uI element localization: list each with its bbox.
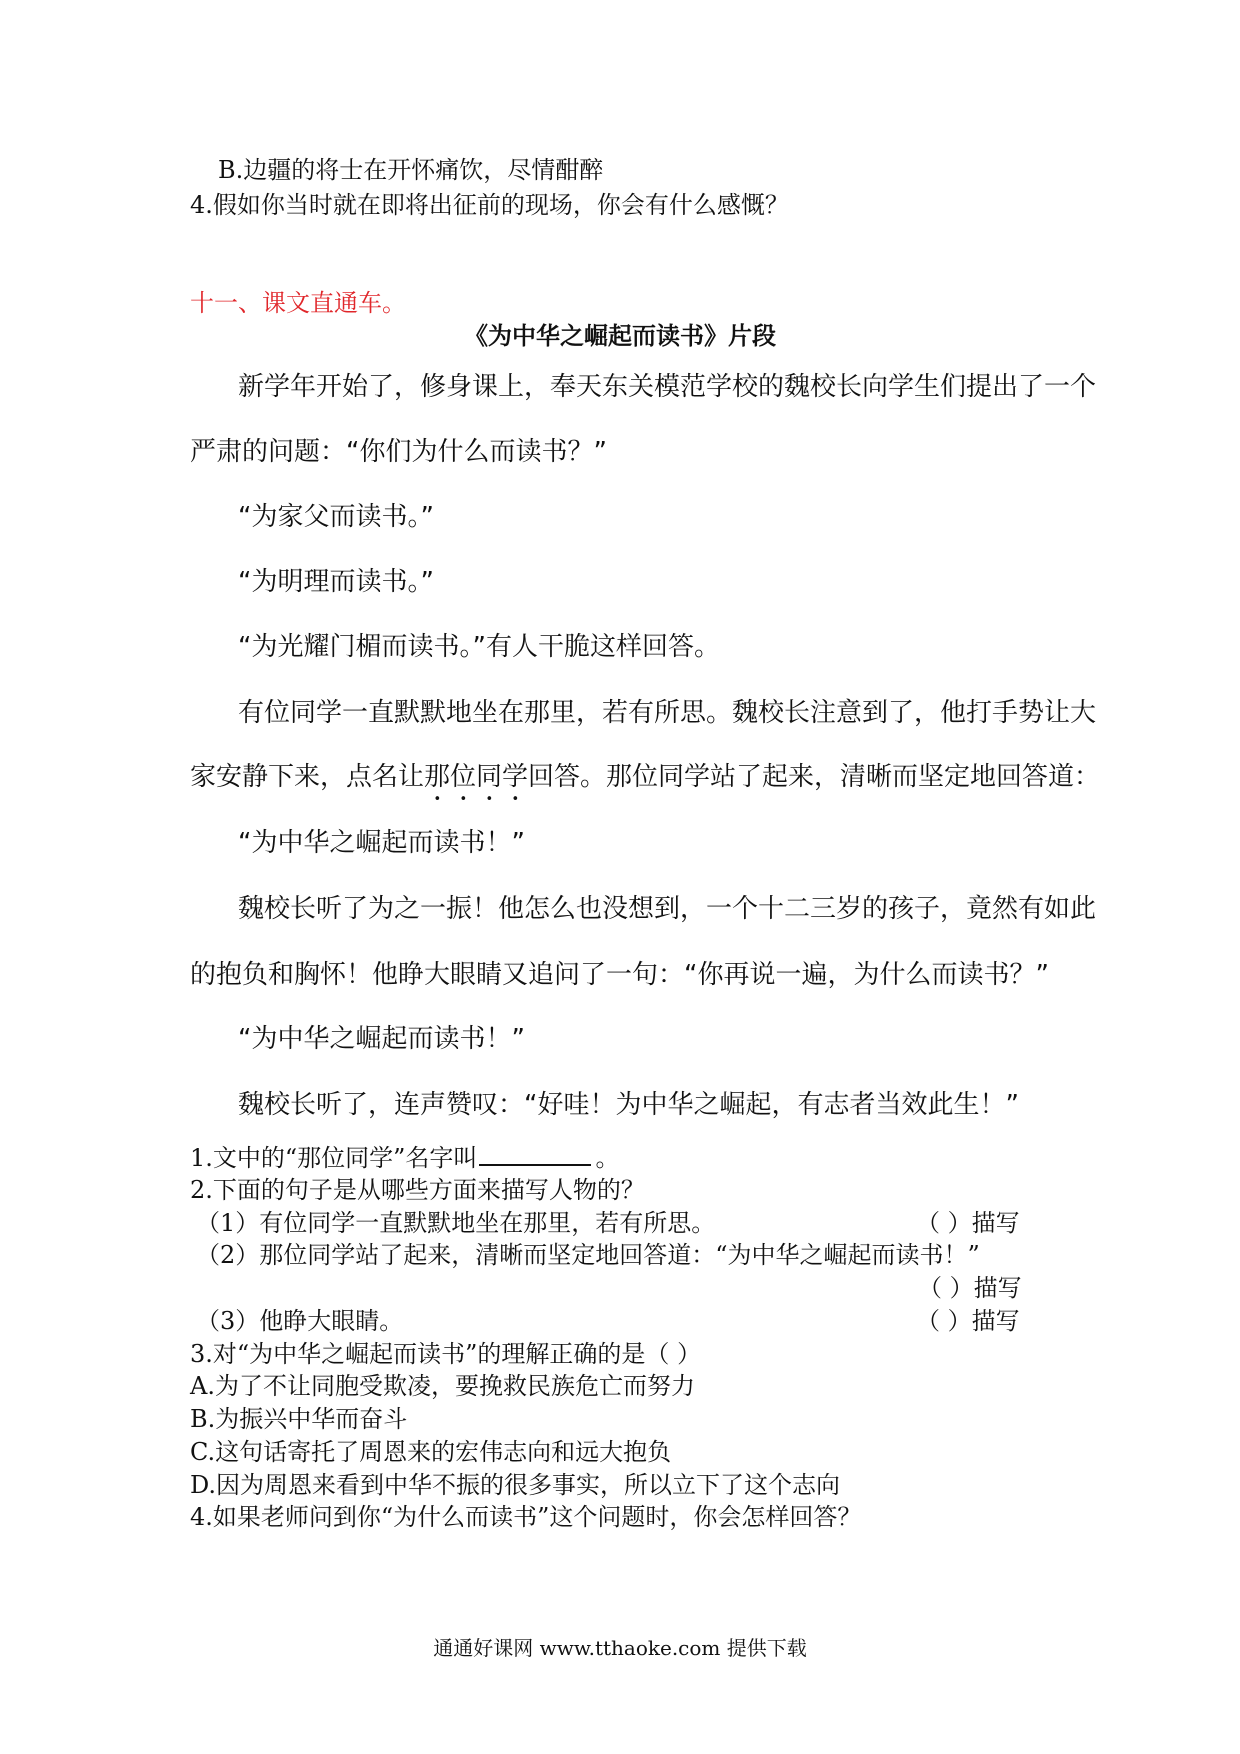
- paragraph-5-line-1: 有位同学一直默默地坐在那里，若有所思。魏校长注意到了，他打手势让大: [238, 698, 1097, 728]
- paragraph-2: “为家父而读书。”: [238, 502, 434, 532]
- paragraph-1-line-2: 严肃的问题：“你们为什么而读书？”: [190, 437, 607, 467]
- question-2-item-2: （2）那位同学站了起来，清晰而坚定地回答道：“为中华之崛起而读书！”: [196, 1241, 980, 1269]
- answer-bracket-1[interactable]: （ ）描写: [916, 1209, 1020, 1237]
- question-3-option-b: B.为振兴中华而奋斗: [190, 1405, 408, 1433]
- paragraph-5-line-2: 家安静下来，点名让那位同学回答。那位同学站了起来，清晰而坚定地回答道：: [190, 762, 1101, 792]
- paragraph-1-line-1: 新学年开始了，修身课上，奉天东关模范学校的魏校长向学生们提出了一个: [238, 372, 1097, 402]
- passage-title: 《为中华之崛起而读书》片段: [464, 321, 776, 350]
- question-1: 1.文中的“那位同学”名字叫 。: [190, 1144, 620, 1172]
- paragraph-4: “为光耀门楣而读书。”有人干脆这样回答。: [238, 632, 720, 662]
- answer-blank[interactable]: [479, 1142, 591, 1166]
- paragraph-7-line-2: 的抱负和胸怀！他睁大眼睛又追问了一句：“你再说一遍，为什么而读书？”: [190, 960, 1049, 990]
- question-2: 2.下面的句子是从哪些方面来描写人物的？: [190, 1176, 645, 1204]
- question-2-item-1: （1）有位同学一直默默地坐在那里，若有所思。: [196, 1209, 716, 1237]
- question-3-option-d: D.因为周恩来看到中华不振的很多事实，所以立下了这个志向: [190, 1471, 841, 1499]
- paragraph-6: “为中华之崛起而读书！”: [238, 828, 525, 858]
- answer-bracket-3[interactable]: （ ）描写: [916, 1307, 1020, 1335]
- question-4: 4.如果老师问到你“为什么而读书”这个问题时，你会怎样回答？: [190, 1503, 862, 1531]
- question-3-option-a: A.为了不让同胞受欺凌，要挽救民族危亡而努力: [190, 1372, 695, 1400]
- dotted-emphasis: 那位同学: [424, 762, 529, 792]
- paragraph-7-line-1: 魏校长听了为之一振！他怎么也没想到，一个十二三岁的孩子，竟然有如此: [238, 894, 1097, 924]
- question-4-prev: 4.假如你当时就在即将出征前的现场，你会有什么感慨？: [190, 191, 789, 219]
- paragraph-3: “为明理而读书。”: [238, 567, 434, 597]
- question-3-option-c: C.这句话寄托了周恩来的宏伟志向和远大抱负: [190, 1438, 672, 1466]
- paragraph-8: “为中华之崛起而读书！”: [238, 1024, 525, 1054]
- question-2-item-3: （3）他睁大眼睛。: [196, 1307, 404, 1335]
- answer-bracket-2[interactable]: （ ）描写: [918, 1274, 1022, 1302]
- option-b: B.边疆的将士在开怀痛饮，尽情酣醉: [218, 156, 604, 184]
- question-3: 3.对“为中华之崛起而读书”的理解正确的是（ ）: [190, 1340, 702, 1368]
- paragraph-9: 魏校长听了，连声赞叹：“好哇！为中华之崛起，有志者当效此生！”: [238, 1090, 1019, 1120]
- page-footer: 通通好课网 www.tthaoke.com 提供下载: [433, 1636, 807, 1660]
- section-heading: 十一、课文直通车。: [190, 289, 406, 317]
